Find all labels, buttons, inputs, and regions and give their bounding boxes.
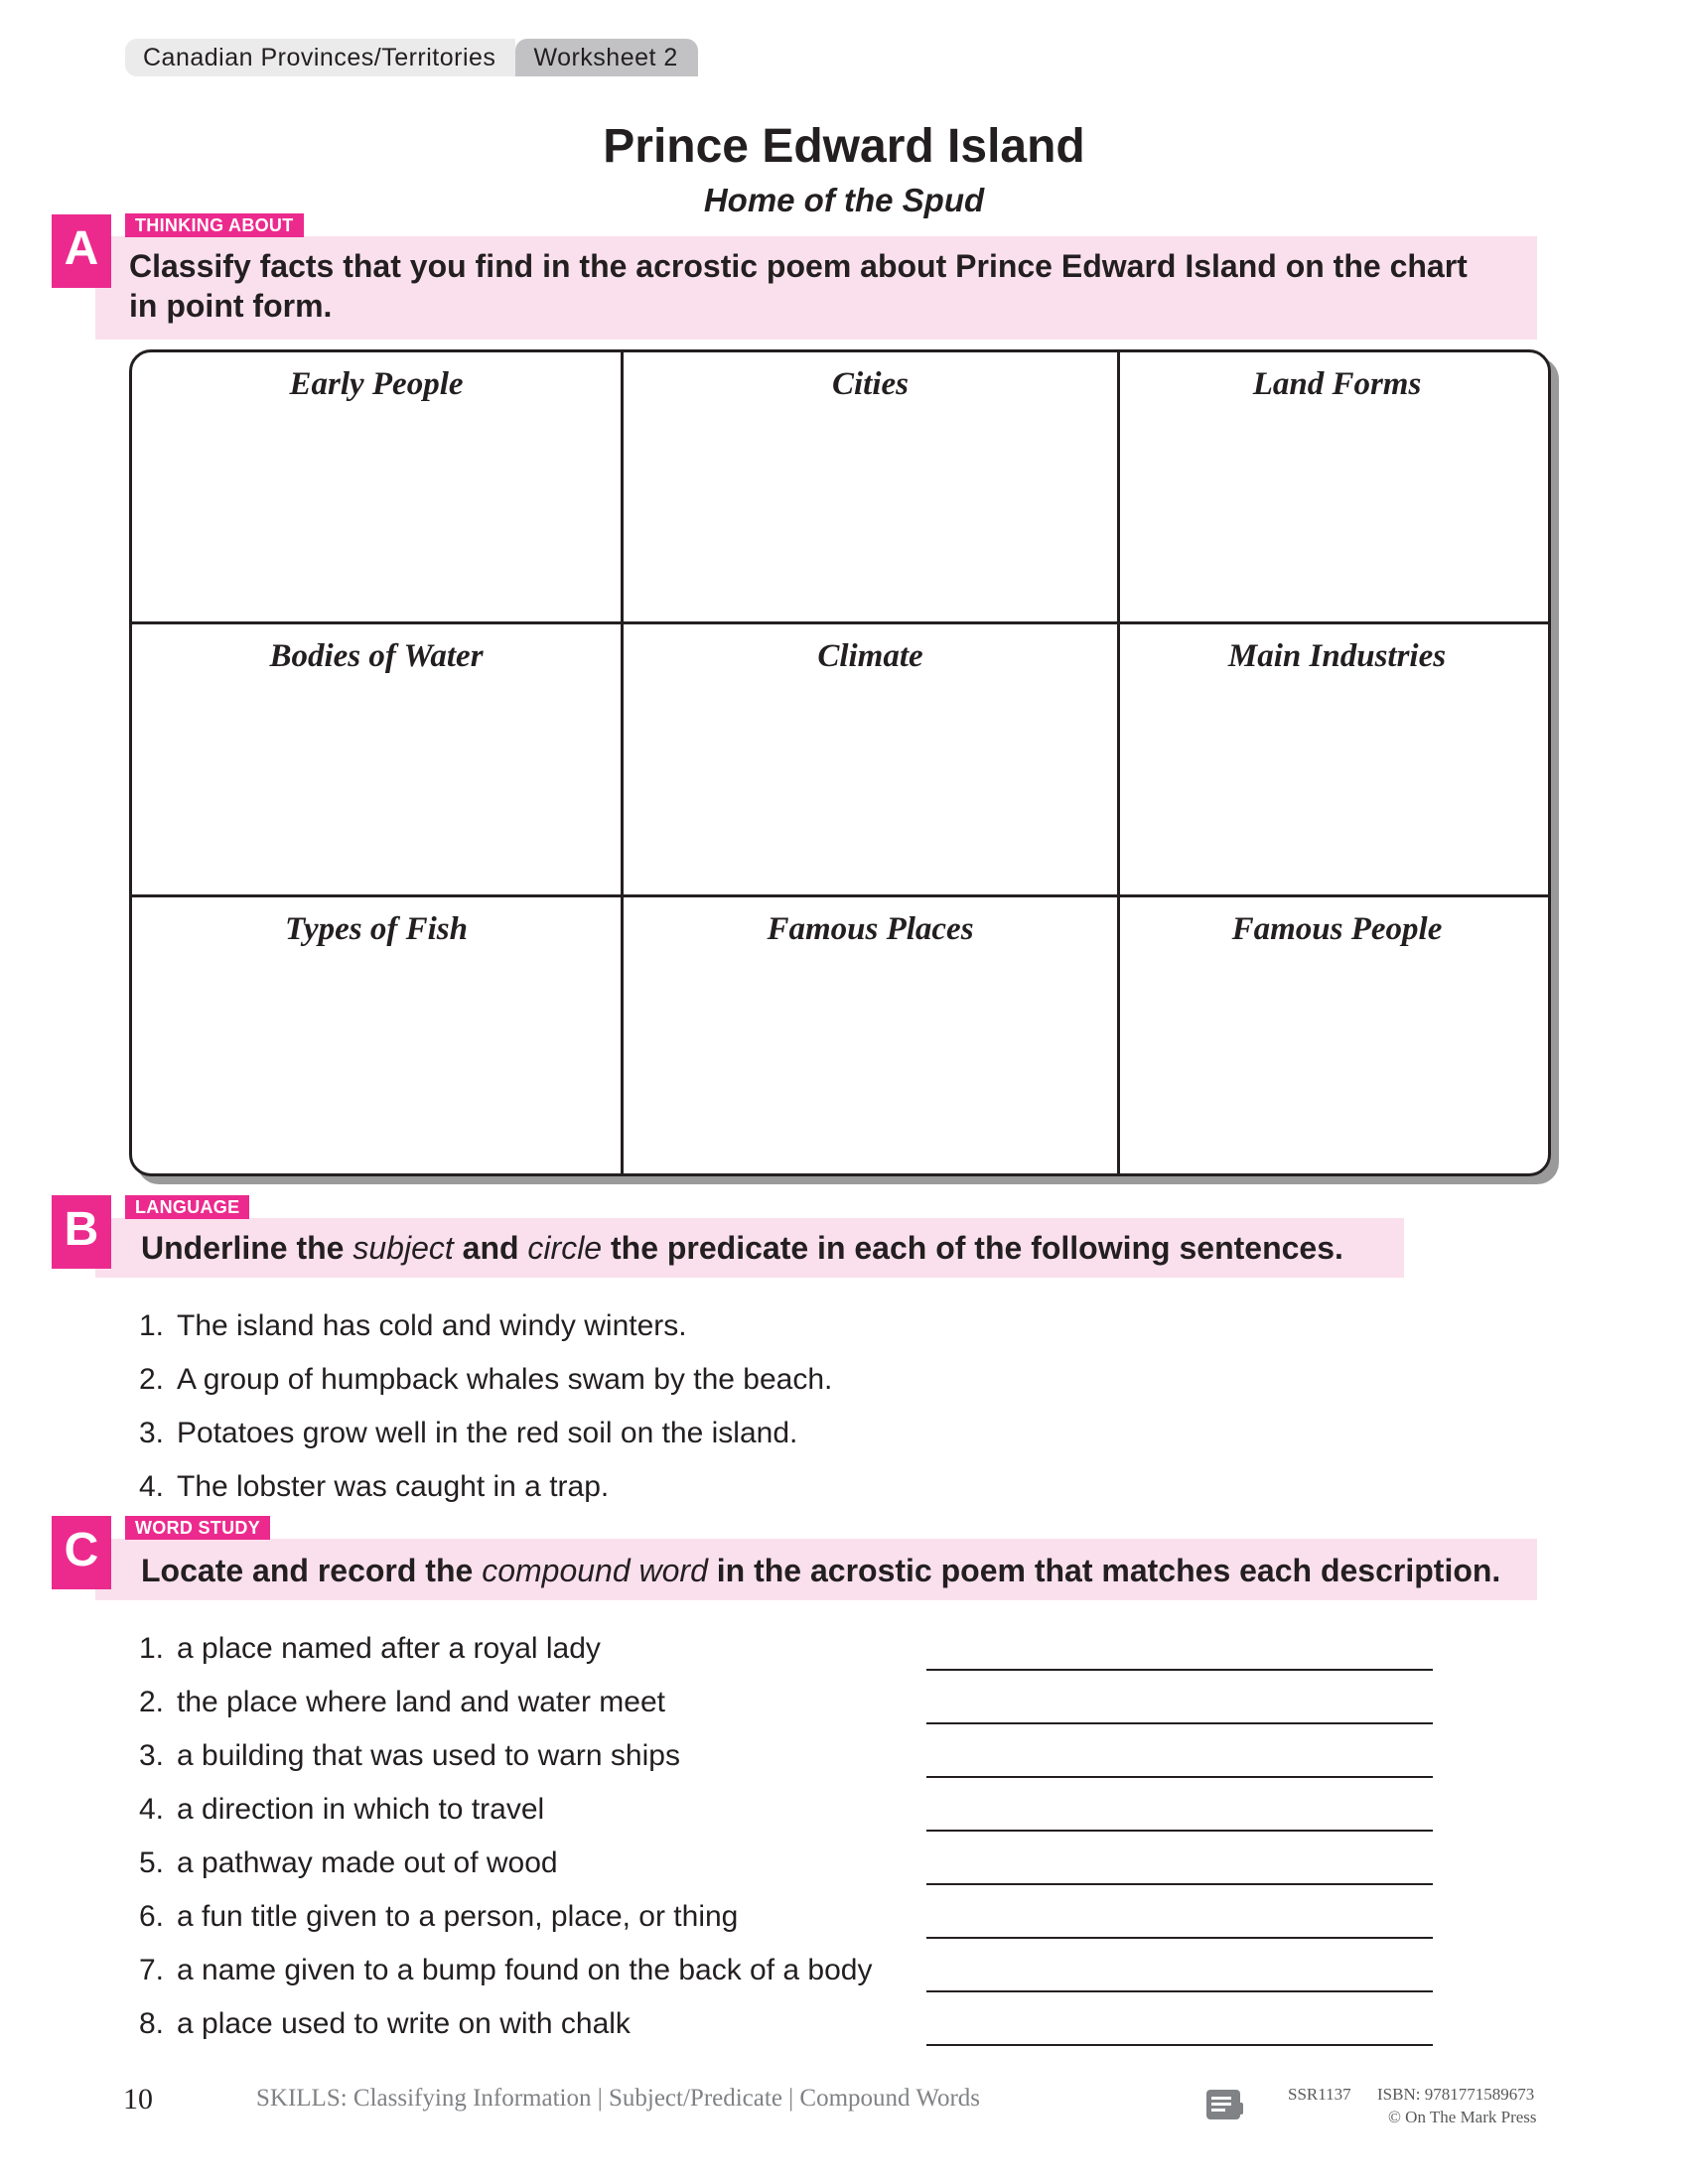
section-b-tag: LANGUAGE bbox=[125, 1195, 249, 1219]
chart-cell-famous-places[interactable] bbox=[624, 897, 1117, 1176]
item-text: The lobster was caught in a trap. bbox=[177, 1470, 610, 1503]
section-a-instruction bbox=[129, 246, 1529, 326]
instruction-text: the predicate in each of the following sentences. bbox=[602, 1230, 1343, 1266]
description-item bbox=[139, 1738, 680, 1774]
item-number: 3. bbox=[139, 1417, 165, 1449]
chart-cell-label: Main Industries bbox=[1227, 638, 1447, 674]
section-b-instruction bbox=[141, 1228, 1343, 1268]
answer-line[interactable] bbox=[926, 1669, 1433, 1671]
copyright: © On The Mark Press bbox=[1388, 2108, 1537, 2126]
description-item bbox=[139, 1845, 558, 1881]
classification-chart bbox=[129, 349, 1551, 1176]
item-text: a fun title given to a person, place, or thing bbox=[177, 1900, 739, 1933]
chart-cell-early-people[interactable] bbox=[132, 352, 621, 621]
item-number: 2. bbox=[139, 1686, 165, 1718]
chart-cell-label: Famous Places bbox=[767, 911, 974, 947]
sentence-item[interactable] bbox=[139, 1416, 797, 1451]
item-number: 5. bbox=[139, 1846, 165, 1879]
section-a-instruction-line2: in point form. bbox=[129, 288, 333, 324]
item-number: 4. bbox=[139, 1470, 165, 1503]
worksheet-tab: Worksheet 2 bbox=[515, 39, 697, 76]
page-number: 10 bbox=[123, 2083, 153, 2116]
section-b-letter: B bbox=[52, 1195, 111, 1269]
answer-line[interactable] bbox=[926, 1937, 1433, 1939]
sentence-item[interactable] bbox=[139, 1362, 832, 1398]
chart-cell-types-of-fish[interactable] bbox=[132, 897, 621, 1176]
item-text: the place where land and water meet bbox=[177, 1686, 665, 1718]
chart-cell-label: Bodies of Water bbox=[269, 638, 484, 674]
instruction-emphasis: circle bbox=[527, 1230, 603, 1266]
isbn: ISBN: 9781771589673 bbox=[1377, 2085, 1535, 2104]
product-code: SSR1137 bbox=[1288, 2085, 1351, 2104]
description-item bbox=[139, 1792, 544, 1828]
sentence-item[interactable] bbox=[139, 1308, 687, 1344]
series-tab: Canadian Provinces/Territories bbox=[125, 39, 515, 76]
instruction-text: Locate and record the bbox=[141, 1553, 483, 1588]
answer-line[interactable] bbox=[926, 1776, 1433, 1778]
instruction-text: and bbox=[453, 1230, 528, 1266]
answer-line[interactable] bbox=[926, 1990, 1433, 1992]
item-text: Potatoes grow well in the red soil on the island. bbox=[177, 1417, 798, 1449]
answer-line[interactable] bbox=[926, 1722, 1433, 1724]
description-item bbox=[139, 1953, 873, 1988]
item-number: 1. bbox=[139, 1632, 165, 1665]
chart-cell-label: Land Forms bbox=[1252, 366, 1422, 402]
chart-cell-label: Early People bbox=[289, 366, 464, 402]
item-number: 8. bbox=[139, 2007, 165, 2040]
publisher-logo-icon bbox=[1203, 2086, 1245, 2123]
item-number: 4. bbox=[139, 1793, 165, 1826]
section-c-letter: C bbox=[52, 1516, 111, 1589]
section-c-tag: WORD STUDY bbox=[125, 1516, 270, 1540]
chart-cell-famous-people[interactable] bbox=[1120, 897, 1551, 1176]
page-title: Prince Edward Island bbox=[603, 120, 1085, 173]
item-text: The island has cold and windy winters. bbox=[177, 1309, 687, 1342]
description-item bbox=[139, 1899, 738, 1935]
answer-line[interactable] bbox=[926, 1883, 1433, 1885]
item-text: a place named after a royal lady bbox=[177, 1632, 601, 1665]
item-text: A group of humpback whales swam by the beach. bbox=[177, 1363, 833, 1396]
item-text: a place used to write on with chalk bbox=[177, 2007, 631, 2040]
chart-cell-cities[interactable] bbox=[624, 352, 1117, 621]
chart-cell-label: Climate bbox=[817, 638, 923, 674]
header-tabs bbox=[125, 39, 698, 76]
instruction-emphasis: compound word bbox=[482, 1553, 708, 1588]
answer-line[interactable] bbox=[926, 2044, 1433, 2046]
chart-cell-bodies-of-water[interactable] bbox=[132, 624, 621, 894]
answer-line[interactable] bbox=[926, 1830, 1433, 1832]
item-number: 3. bbox=[139, 1739, 165, 1772]
description-item bbox=[139, 2006, 631, 2042]
instruction-text: Underline the bbox=[141, 1230, 353, 1266]
chart-cell-climate[interactable] bbox=[624, 624, 1117, 894]
description-item bbox=[139, 1631, 601, 1667]
item-number: 6. bbox=[139, 1900, 165, 1933]
instruction-emphasis: subject bbox=[352, 1230, 454, 1266]
description-item bbox=[139, 1685, 665, 1720]
section-a-tag: THINKING ABOUT bbox=[125, 213, 304, 237]
item-number: 2. bbox=[139, 1363, 165, 1396]
sentence-item[interactable] bbox=[139, 1469, 609, 1505]
item-text: a pathway made out of wood bbox=[177, 1846, 558, 1879]
item-text: a building that was used to warn ships bbox=[177, 1739, 680, 1772]
section-a-instruction-line1: Classify facts that you find in the acrostic poem about Prince Edward Island on the chart bbox=[129, 248, 1468, 284]
chart-cell-main-industries[interactable] bbox=[1120, 624, 1551, 894]
section-a-letter: A bbox=[52, 214, 111, 288]
chart-cell-label: Famous People bbox=[1231, 911, 1443, 947]
footer-skills: SKILLS: Classifying Information | Subject/Predicate | Compound Words bbox=[256, 2085, 980, 2112]
page-subtitle: Home of the Spud bbox=[703, 182, 985, 218]
item-number: 1. bbox=[139, 1309, 165, 1342]
chart-cell-label: Types of Fish bbox=[285, 911, 468, 947]
item-text: a name given to a bump found on the back of a body bbox=[177, 1954, 873, 1986]
item-text: a direction in which to travel bbox=[177, 1793, 545, 1826]
item-number: 7. bbox=[139, 1954, 165, 1986]
section-c-instruction bbox=[141, 1551, 1500, 1590]
chart-cell-label: Cities bbox=[831, 366, 909, 402]
chart-cell-land-forms[interactable] bbox=[1120, 352, 1551, 621]
instruction-text: in the acrostic poem that matches each description. bbox=[707, 1553, 1501, 1588]
